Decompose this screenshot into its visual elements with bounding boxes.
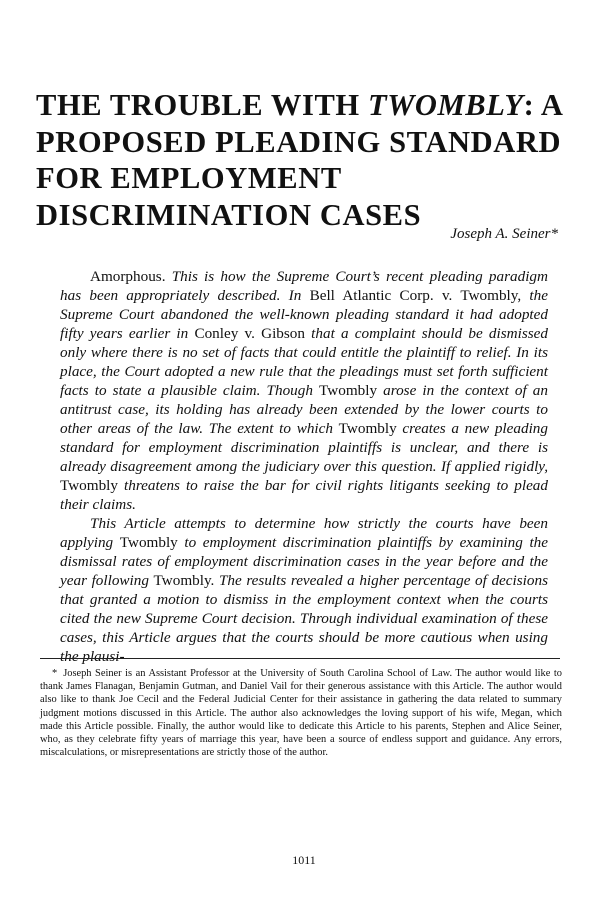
abstract-paragraph-2: [60, 514, 548, 666]
case-name: Bell Atlantic Corp. v. Twombly,: [309, 287, 522, 304]
abstract-text-segment: This Article attempts to determine how strictly the courts have been applying: [60, 515, 548, 551]
title-line-3: FOR EMPLOYMENT: [36, 161, 342, 195]
abstract-text-segment: creates a new pleading standard for employment discrimination plaintiffs is unclear, and there is already disagreement among the judiciary over this question. If applied rigidly,: [60, 420, 548, 475]
case-name: Twombly.: [153, 572, 215, 589]
title-line-4: DISCRIMINATION CASES: [36, 197, 422, 232]
title-line-2: PROPOSED PLEADING STANDARD: [36, 124, 562, 159]
title-line-1-text: THE TROUBLE WITH: [36, 88, 368, 122]
case-name: Twombly: [338, 420, 397, 437]
abstract-text-segment: threatens to raise the bar for civil rights litigants seeking to plead their claims.: [60, 477, 548, 513]
article-title: [36, 87, 576, 233]
page-number: 1011: [292, 853, 316, 867]
author-footnote: [40, 667, 562, 759]
footnote-divider: [40, 658, 560, 659]
title-line-1: [36, 87, 576, 124]
title-line-1-suffix: : A: [523, 88, 564, 122]
case-name: Twombly: [119, 534, 178, 551]
case-name: Twombly: [319, 382, 378, 399]
abstract-text-segment: arose in the context of an antitrust case, its holding has already been extended by the lower courts to other areas of the law. The extent to which: [60, 382, 548, 437]
abstract-text-segment: This is how the Supreme Court’s recent pleading paradigm has been appropriately described. In: [60, 268, 548, 304]
footnote-marker: *: [52, 668, 58, 679]
title-italic-case-name: TWOMBLY: [367, 88, 524, 122]
abstract-text-segment: the Supreme Court abandoned the well-known pleading standard it had adopted fifty years earlier in: [60, 287, 548, 342]
footnote-text: Joseph Seiner is an Assistant Professor at the University of South Carolina School of Law. The author would like to thank James Flanagan, Benjamin Gutman, and Daniel Vail for their generous assistance with this Article. The author would also like to thank Joe Cecil and the Federal Judicial Center for their assistance in gathering the data related to summary judgment motions discussed in this Article. The author also acknowledges the loving support of his wife, Megan, which made this Article possible. Finally, the author would like to dedicate this Article to his parents, Stephen and Alice Seiner, who, as they celebrate fifty years of marriage this year, have been a source of endless support and guidance. Any errors, miscalculations, or misrepresentations are strictly those of the author.: [40, 668, 562, 759]
case-name: Amorphous.: [90, 268, 166, 285]
abstract-text-segment: to employment discrimination plaintiffs by examining the dismissal rates of employment discrimination cases in the year before and the year following: [60, 534, 548, 589]
case-name: Conley v. Gibson: [194, 325, 305, 342]
abstract-paragraph-1: [60, 267, 548, 514]
case-name: Twombly: [60, 477, 118, 494]
abstract-text-segment: that a complaint should be dismissed only where there is no set of facts that could entitle the plaintiff to relief. In its place, the Court adopted a new rule that the pleadings must set forth sufficient facts to state a plausible claim. Though: [60, 325, 549, 399]
abstract-text-segment: The results revealed a higher percentage of decisions that granted a motion to dismiss in the employment context when the courts cited the new Supreme Court decision. Through individual examination of these cases, this Article argues that the courts should be more cautious when using the plausi-: [60, 572, 548, 665]
abstract: [60, 267, 548, 666]
author-byline: Joseph A. Seiner*: [450, 226, 558, 242]
